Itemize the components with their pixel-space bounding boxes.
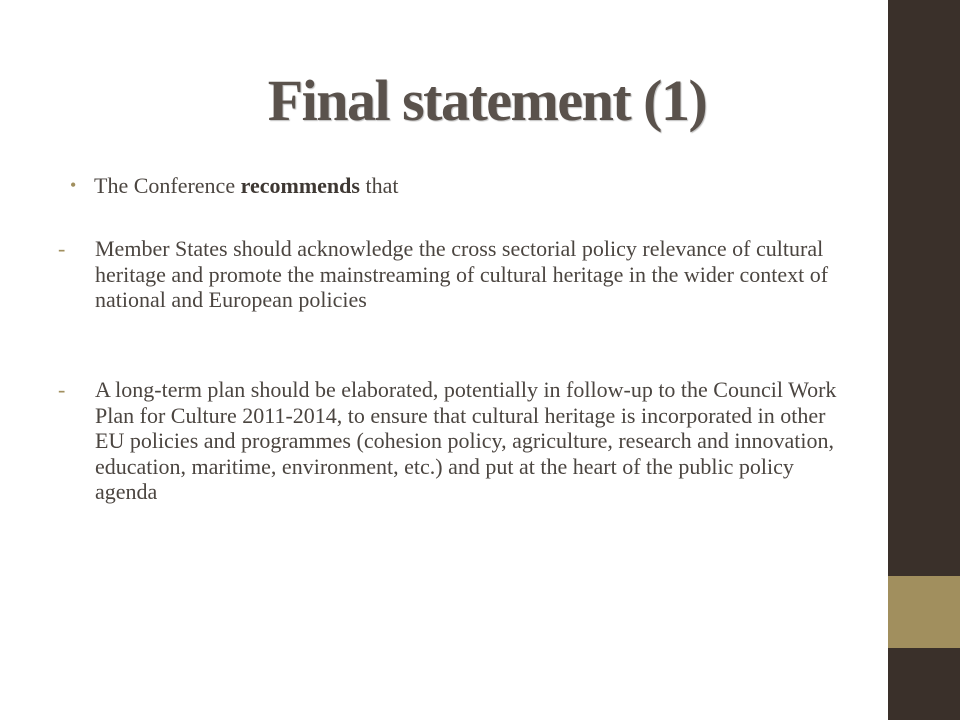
intro-bullet	[70, 170, 850, 201]
sidebar-accent-block	[888, 576, 960, 648]
dash-marker-icon: -	[58, 236, 66, 261]
recommendation-item	[58, 236, 848, 313]
recommendation-item	[58, 377, 848, 505]
recommendation-text: Member States should acknowledge the cross sectorial policy relevance of cultural heritage and promote the mainstreaming of cultural heritage in the wider context of national and European policies	[95, 236, 829, 312]
slide-title: Final statement (1)	[267, 68, 707, 133]
intro-prefix: The Conference	[94, 173, 241, 198]
recommendation-text: A long-term plan should be elaborated, potentially in follow-up to the Council Work Plan for Culture 2011-2014, to ensure that cultural heritage is incorporated in other EU policies and programmes (cohesion policy, agriculture, research and innovation, education, maritime, environment, etc.) and put at the heart of the public policy agenda	[95, 377, 837, 504]
dash-marker-icon: -	[58, 377, 66, 402]
intro-emphasis: recommends	[240, 173, 360, 198]
bullet-dot-icon: •	[70, 175, 77, 195]
intro-suffix: that	[359, 173, 399, 198]
